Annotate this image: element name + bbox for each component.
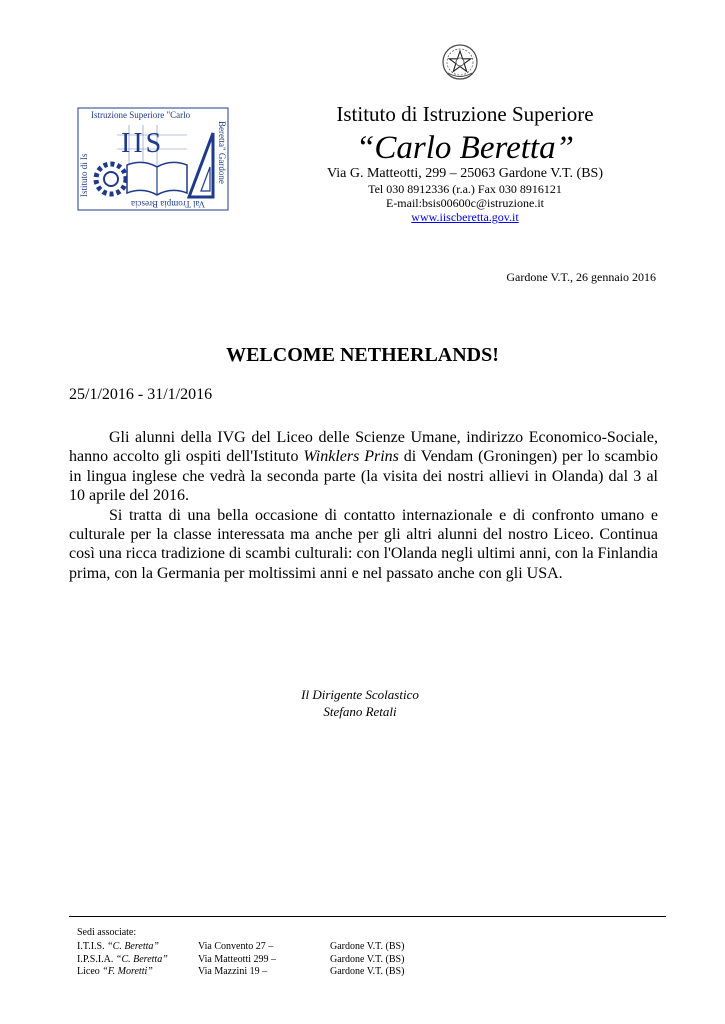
institute-name: Istituto di Istruzione Superiore <box>336 102 594 126</box>
place-date: Gardone V.T., 26 gennaio 2016 <box>506 270 656 284</box>
body-paragraph-1-text-b: di Vendam (Groningen) per lo scambio in lingua inglese che vedrà la seconda parte (la visita dei nostri allievi in Olanda) dal 3 al 10 aprile del 2016. <box>69 448 659 505</box>
school-address: Via Convento 27 – <box>198 941 274 952</box>
logo-ring-text-left: Istituto di Is <box>79 153 89 197</box>
document-headline: WELCOME NETHERLANDS! <box>226 344 499 366</box>
institute-address: Via G. Matteotti, 299 – 25063 Gardone V.T. (BS) <box>326 166 604 181</box>
exchange-date-range: 25/1/2016 - 31/1/2016 <box>69 386 213 403</box>
body-text <box>69 428 658 583</box>
institute-phone-fax: Tel 030 8912336 (r.a.) Fax 030 8916121 <box>368 182 562 196</box>
logo-ring-text-right: Beretta" Gardone <box>217 121 227 184</box>
school-address: Via Matteotti 299 – <box>198 953 276 965</box>
school-name: “C. Beretta” <box>115 953 168 965</box>
table-row <box>77 966 404 979</box>
institute-title: “Carlo Beretta” <box>356 130 574 166</box>
logo-ring-text-top: Istruzione Superiore "Carlo <box>91 110 191 120</box>
school-name: “F. Moretti” <box>102 966 153 977</box>
associated-schools-table <box>77 941 404 979</box>
institute-email: E-mail:bsis00600c@istruzione.it <box>385 196 545 210</box>
footer-title: Sedi associate: <box>77 927 137 938</box>
iis-school-logo-icon <box>77 107 229 211</box>
signature-name: Stefano Retali <box>323 704 397 719</box>
school-city: Gardone V.T. (BS) <box>330 953 405 965</box>
logo-letters: IIS <box>121 128 165 159</box>
body-paragraph-2: Si tratta di una bella occasione di contatto internazionale e di confronto umano e culturale per la classe interessata ma anche per gli altri alunni del nostro Liceo. Continua così una ricca tradizione di scambi culturali: con l'Olanda negli ultimi anni, con la Finlandia prima, con la Germania per moltissimi anni e nel passato anche con gli USA. <box>69 506 658 582</box>
logo-ring-text-bottom: Val Trompia Brescia <box>131 199 205 209</box>
table-row <box>77 954 404 967</box>
signature-block <box>200 686 520 720</box>
school-name: “C. Beretta” <box>107 941 159 952</box>
school-type: I.T.I.S. <box>77 941 105 952</box>
school-type: Liceo <box>77 966 100 977</box>
institute-website <box>300 210 630 225</box>
school-type: I.P.S.I.A. <box>77 953 114 965</box>
partner-school-name: Winklers Prins <box>303 448 399 466</box>
table-row <box>77 941 404 954</box>
school-city: Gardone V.T. (BS) <box>330 966 405 977</box>
footer-divider <box>69 916 666 917</box>
body-paragraph-1-text-a: Gli alunni della IVG del Liceo delle Scienze Umane, indirizzo Economico-Sociale, hanno accolto gli ospiti dell'Istituto <box>69 429 658 466</box>
signature-role: Il Dirigente Scolastico <box>301 687 419 702</box>
school-address: Via Mazzini 19 – <box>198 966 268 977</box>
website-link[interactable]: www.iiscberetta.gov.it <box>411 210 519 224</box>
italian-republic-emblem-icon <box>440 42 480 82</box>
school-city: Gardone V.T. (BS) <box>330 941 405 952</box>
body-paragraph-1 <box>69 428 658 506</box>
